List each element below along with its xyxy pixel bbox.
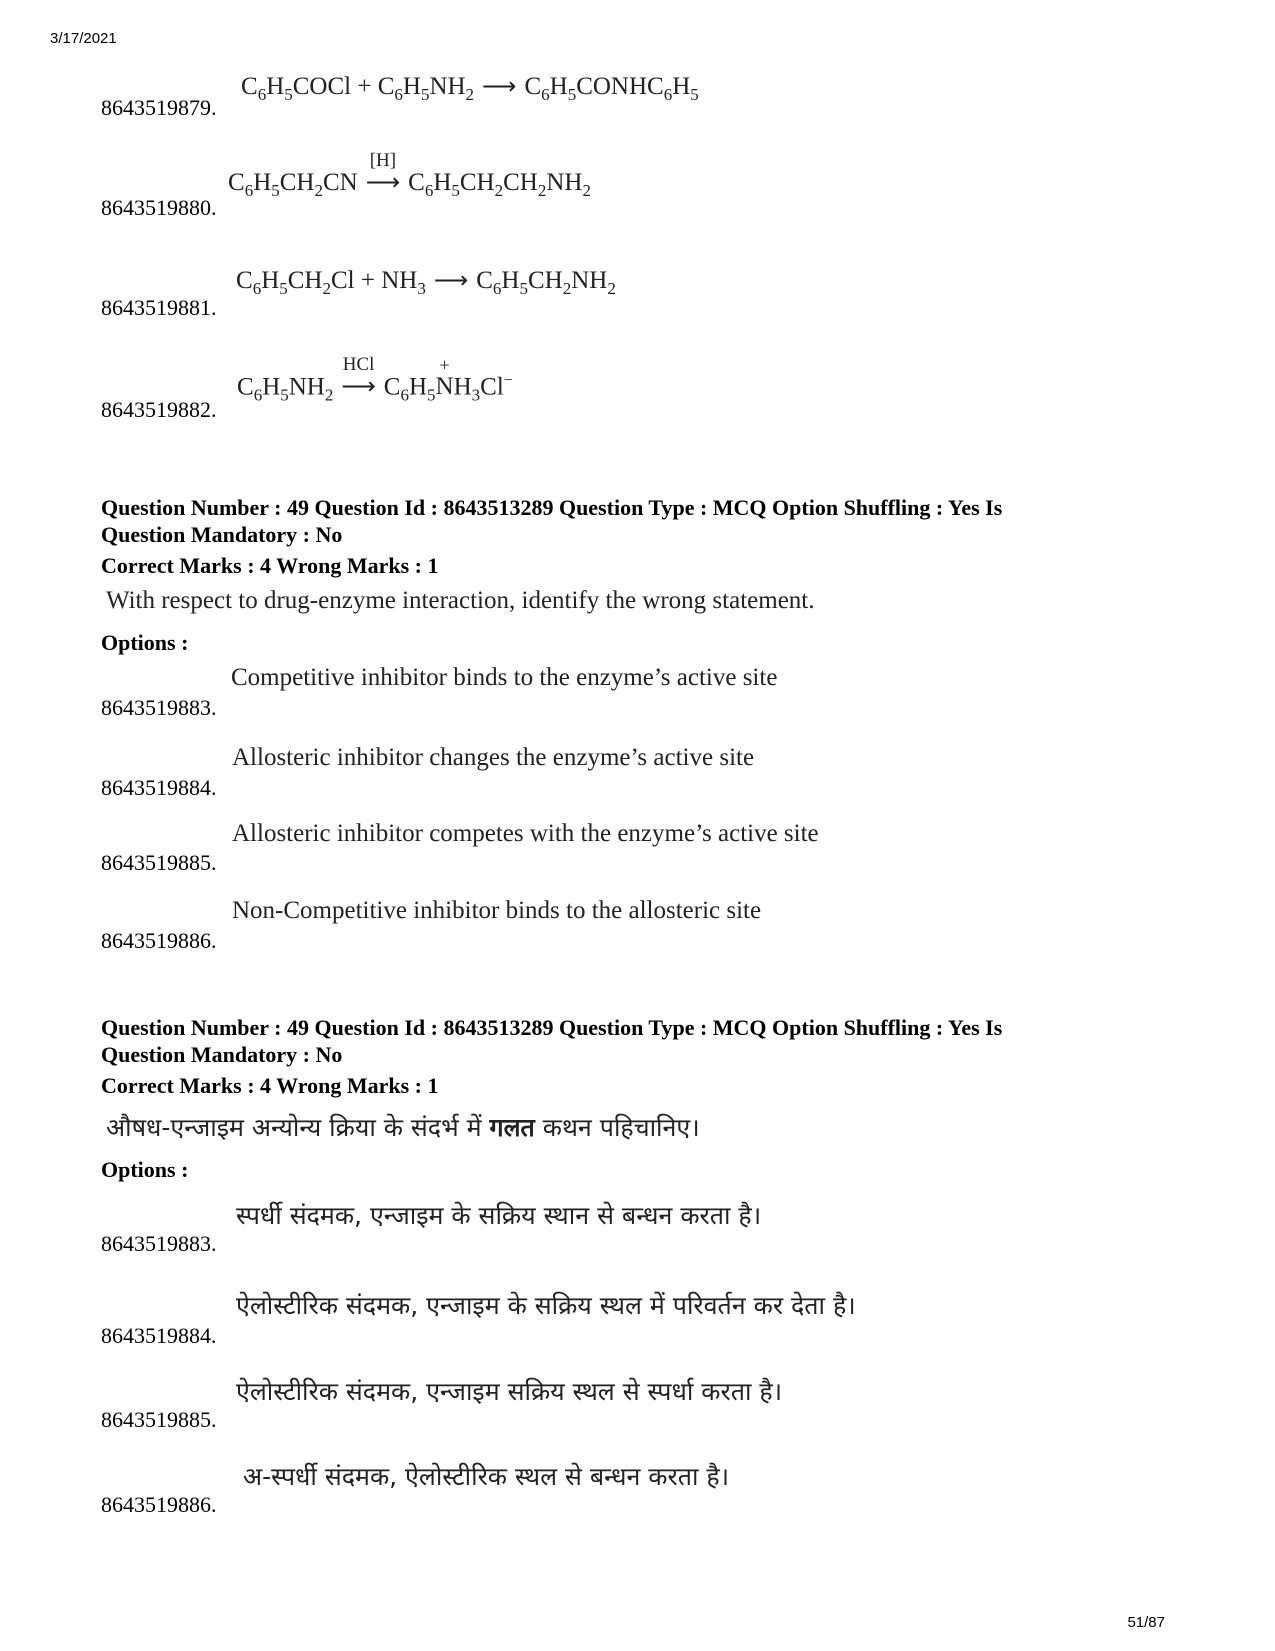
option-id: 8643519886. — [101, 1492, 217, 1517]
question-meta — [101, 494, 1181, 548]
print-date: 3/17/2021 — [50, 30, 117, 47]
option-id: 8643519880. — [101, 195, 217, 220]
option-text: अ-स्पर्धी संदमक, ऐलोस्टीरिक स्थल से बन्धन करता है। — [243, 1462, 730, 1491]
option-id: 8643519879. — [101, 95, 217, 120]
reaction-option — [101, 260, 1151, 320]
option-text: ऐलोस्टीरिक संदमक, एन्जाइम के सक्रिय स्थल में परिवर्तन कर देता है। — [236, 1291, 856, 1320]
option-text: Allosteric inhibitor changes the enzyme’s active site — [232, 744, 755, 771]
option-text: स्पर्धी संदमक, एन्जाइम के सक्रिय स्थान से बन्धन करता है। — [236, 1201, 762, 1230]
arrow-label: HCl — [342, 354, 375, 376]
answer-option — [101, 660, 1151, 720]
question-marks: Correct Marks : 4 Wrong Marks : 1 — [101, 1073, 439, 1098]
arrow-label: [H] — [369, 150, 397, 171]
option-id: 8643519883. — [101, 1231, 217, 1256]
option-text: Competitive inhibitor binds to the enzyme’s active site — [231, 664, 778, 691]
reaction-option — [101, 150, 1151, 220]
option-id: 8643519885. — [101, 1407, 217, 1432]
reaction-option — [101, 60, 1151, 120]
reaction-arrow: HCl ⟶ — [341, 354, 376, 401]
question-text-part: औषध-एन्जाइम अन्योन्य क्रिया के संदर्भ में — [106, 1113, 490, 1142]
option-id: 8643519885. — [101, 850, 217, 875]
option-id: 8643519881. — [101, 295, 217, 320]
reaction-equation: $C_6H_5CH_2Cl + NH_3$ ⟶ $C_6H_5CH_2NH_2$ — [236, 267, 616, 298]
question-text-part: कथन पहिचानिए। — [534, 1113, 700, 1142]
answer-option — [101, 1372, 1151, 1432]
answer-option — [101, 1457, 1151, 1517]
answer-option — [101, 740, 1151, 800]
options-label: Options : — [101, 630, 189, 655]
question-text — [106, 1110, 700, 1144]
reaction-equation: $C_6H_5NH_2$ HCl ⟶ $C_6H_5$ + $NH_3Cl^-$ — [237, 354, 513, 405]
question-emphasis: गलत — [489, 1113, 535, 1142]
question-meta-line: Question Mandatory : No — [101, 1042, 343, 1067]
question-text: With respect to drug-enzyme interaction, identify the wrong statement. — [106, 587, 815, 614]
reaction-arrow: [H] ⟶ — [365, 150, 401, 196]
option-id: 8643519884. — [101, 775, 217, 800]
question-meta-line: Question Number : 49 Question Id : 8643513289 Question Type : MCQ Option Shuffling : Yes Is — [101, 495, 1003, 520]
reaction-option — [101, 354, 1151, 422]
option-text: Allosteric inhibitor competes with the enzyme’s active site — [232, 820, 819, 847]
reaction-arrow: ⟶ — [482, 74, 517, 100]
question-marks: Correct Marks : 4 Wrong Marks : 1 — [101, 553, 439, 578]
page-number: 51/87 — [1127, 1614, 1165, 1631]
question-meta-line: Question Number : 49 Question Id : 8643513289 Question Type : MCQ Option Shuffling : Yes Is — [101, 1015, 1003, 1040]
option-id: 8643519886. — [101, 928, 217, 953]
option-text: ऐलोस्टीरिक संदमक, एन्जाइम सक्रिय स्थल से स्पर्धा करता है। — [236, 1377, 783, 1406]
question-meta — [101, 1014, 1181, 1068]
reaction-equation: $C_6H_5COCl + C_6H_5NH_2$ ⟶ $C_6H_5CONHC_6H_5$ — [241, 73, 699, 104]
answer-option — [101, 815, 1151, 875]
answer-option — [101, 1288, 1151, 1348]
option-id: 8643519883. — [101, 695, 217, 720]
question-meta-line: Question Mandatory : No — [101, 522, 343, 547]
reaction-equation: $C_6H_5CH_2CN$ [H] ⟶ $C_6H_5CH_2CH_2NH_2$ — [228, 150, 591, 200]
answer-option — [101, 893, 1151, 953]
options-label: Options : — [101, 1157, 189, 1182]
answer-option — [101, 1196, 1151, 1256]
option-id: 8643519882. — [101, 397, 217, 422]
reaction-arrow: ⟶ — [433, 268, 469, 294]
option-id: 8643519884. — [101, 1323, 217, 1348]
option-text: Non-Competitive inhibitor binds to the allosteric site — [232, 897, 762, 924]
